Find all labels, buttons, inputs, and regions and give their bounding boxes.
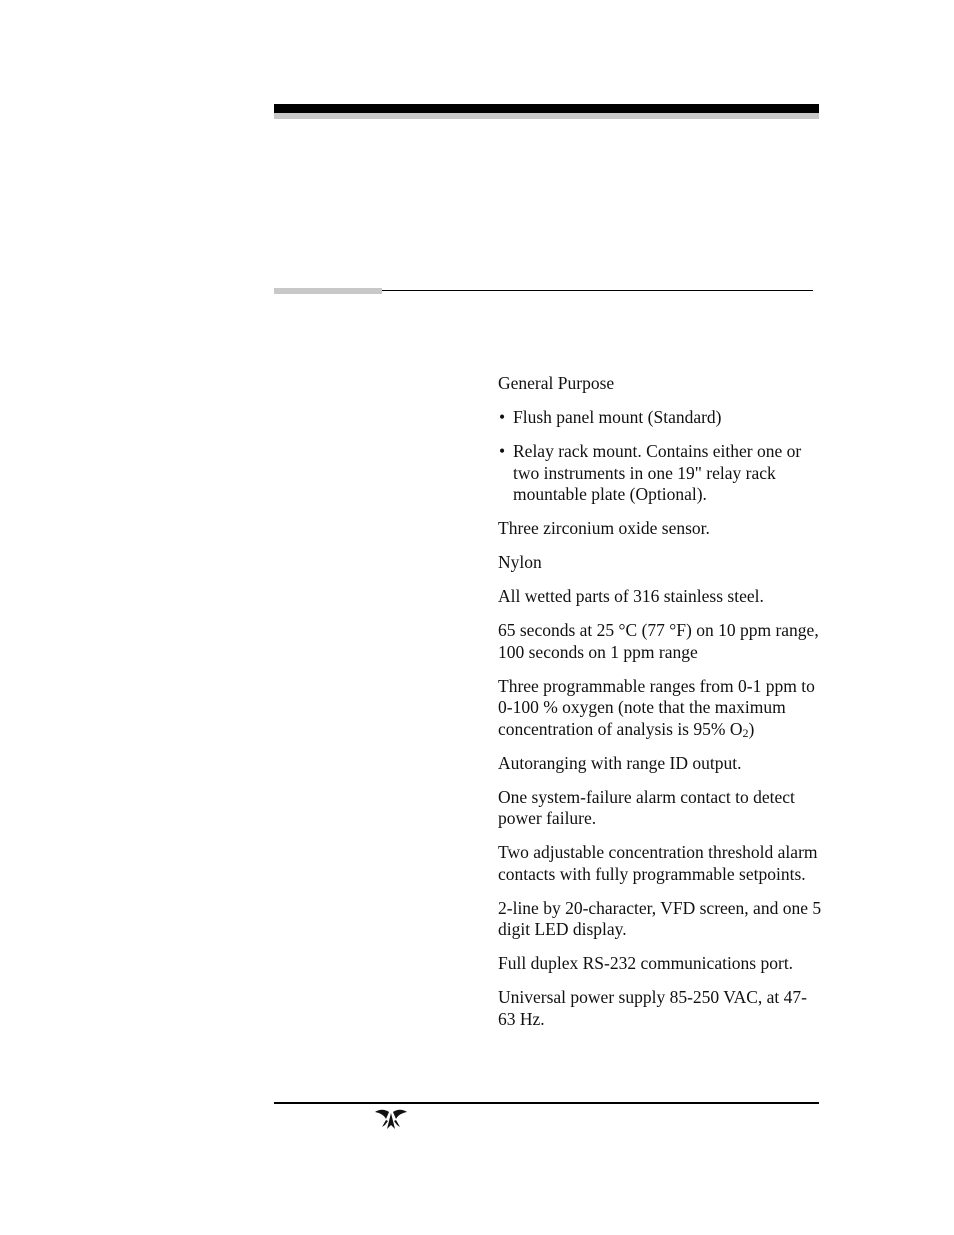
- header-rule-black: [274, 104, 819, 113]
- spec-communications: Full duplex RS-232 communications port.: [498, 953, 794, 973]
- spec-enclosure: General Purpose: [498, 373, 615, 393]
- specifications-column: [498, 373, 823, 1043]
- spec-mounting-option: [498, 441, 823, 506]
- spec-mounting-option: [498, 407, 823, 429]
- bullet-icon: •: [499, 441, 506, 461]
- section-rule-accent: [274, 288, 382, 294]
- spec-wetted-parts: All wetted parts of 316 stainless steel.: [498, 586, 764, 606]
- section-rule-line: [382, 290, 813, 291]
- spec-mounting-text: Relay rack mount. Contains either one or two instruments in one 19" relay rack mountable plate (Optional).: [513, 441, 802, 504]
- spec-ranges: [498, 676, 823, 741]
- spec-system-alarm: One system-failure alarm contact to detect power failure.: [498, 786, 795, 828]
- footer-rule: [274, 1102, 819, 1104]
- spec-threshold-alarms: Two adjustable concentration threshold alarm contacts with fully programmable setpoints.: [498, 842, 818, 884]
- spec-range-mode: Autoranging with range ID output.: [498, 752, 742, 773]
- header-rule-gray: [274, 113, 819, 119]
- spec-ranges-close: ): [748, 718, 755, 739]
- spec-tubing: Nylon: [498, 552, 542, 572]
- teledyne-logo-icon: [374, 1108, 408, 1130]
- oxygen-subscript: 2: [742, 725, 749, 740]
- spec-display: 2-line by 20-character, VFD screen, and one 5 digit LED display.: [498, 897, 822, 939]
- spec-ranges-text: Three programmable ranges from 0-1 ppm to 0-100 % oxygen (note that the maximum concentration of analysis is 95% O: [498, 675, 815, 739]
- spec-response-time: 65 seconds at 25 °C (77 °F) on 10 ppm range, 100 seconds on 1 ppm range: [498, 620, 819, 662]
- spec-mounting-text: Flush panel mount (Standard): [513, 407, 722, 427]
- spec-sensor: Three zirconium oxide sensor.: [498, 518, 710, 538]
- spec-power: Universal power supply 85-250 VAC, at 47-63 Hz.: [498, 987, 807, 1029]
- bullet-icon: •: [499, 407, 506, 427]
